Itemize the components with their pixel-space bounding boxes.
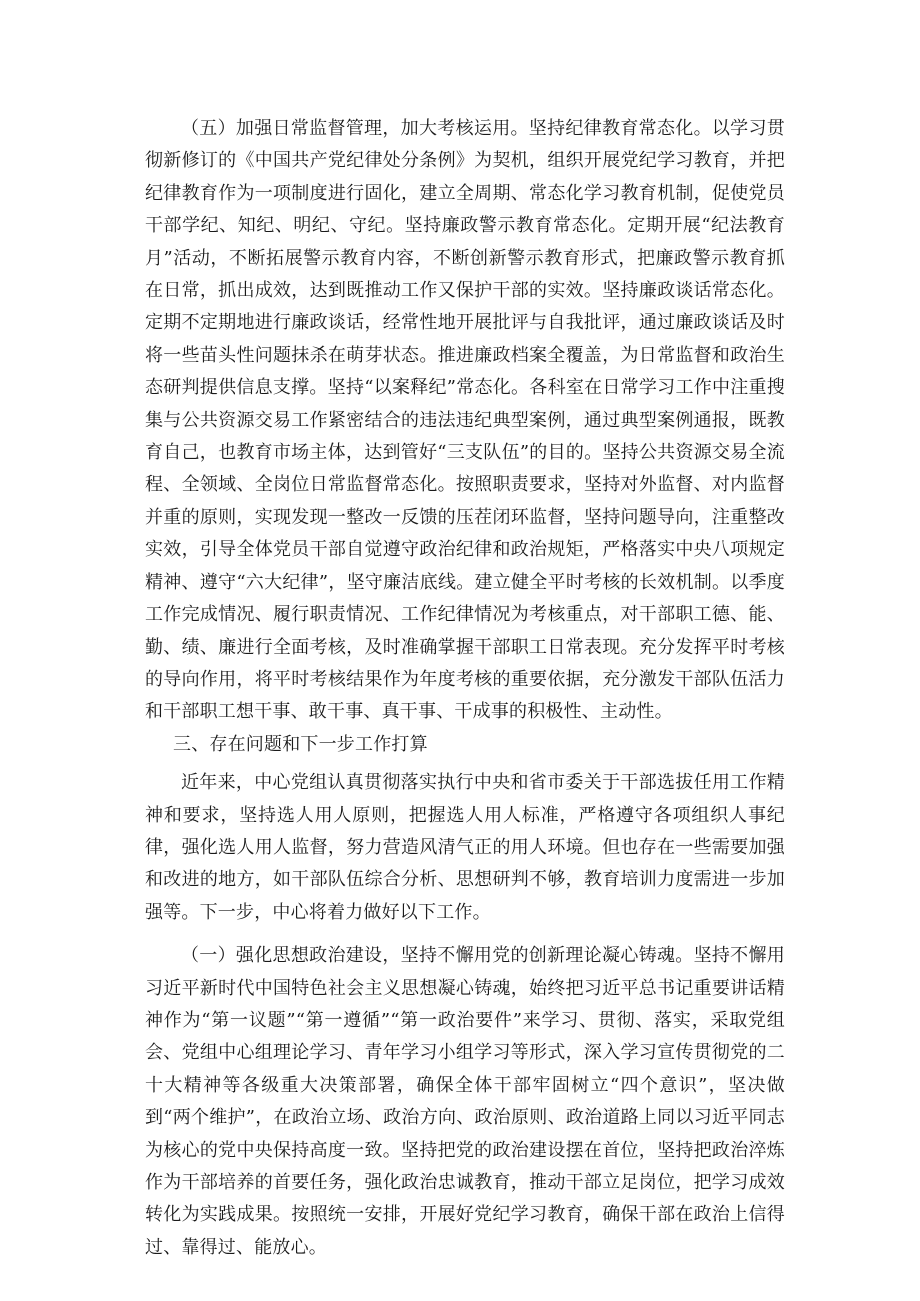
paragraph-political-building: （一）强化思想政治建设，坚持不懈用党的创新理论凝心铸魂。坚持不懈用习近平新时代中国特色社会主义思想凝心铸魂，始终把习近平总书记重要讲话精神作为“第一议题”“第一遵循”“第一政治要件”来学习、贯彻、落实，采取党组会、党组中心组理论学习、青年学习小组学习等形式，深入学习宣传贯彻党的二十大精神等各级重大决策部署，确保全体干部牢固树立“四个意识”，坚决做到“两个维护”，在政治立场、政治方向、政治原则、政治道路上同以习近平同志为核心的党中央保持高度一致。坚持把党的政治建设摆在首位，坚持把政治淬炼作为干部培养的首要任务，强化政治忠诚教育，推动干部立足岗位，把学习成效转化为实践成果。按照统一安排，开展好党纪学习教育，确保干部在政治上信得过、靠得过、能放心。 [145,945,785,1258]
document-body [145,113,785,1264]
paragraph-supervision: （五）加强日常监督管理，加大考核运用。坚持纪律教育常态化。以学习贯彻新修订的《中国共产党纪律处分条例》为契机，组织开展党纪学习教育，并把纪律教育作为一项制度进行固化，建立全周期、常态化学习教育机制，促使党员干部学纪、知纪、明纪、守纪。坚持廉政警示教育常态化。定期开展“纪法教育月”活动，不断拓展警示教育内容，不断创新警示教育形式，把廉政警示教育抓在日常，抓出成效，达到既推动工作又保护干部的实效。坚持廉政谈话常态化。定期不定期地进行廉政谈话，经常性地开展批评与自我批评，通过廉政谈话及时将一些苗头性问题抹杀在萌芽状态。推进廉政档案全覆盖，为日常监督和政治生态研判提供信息支撑。坚持“以案释纪”常态化。各科室在日常学习工作中注重搜集与公共资源交易工作紧密结合的违法违纪典型案例，通过典型案例通报，既教育自己，也教育市场主体，达到管好“三支队伍”的目的。坚持公共资源交易全流程、全领域、全岗位日常监督常态化。按照职责要求，坚持对外监督、对内监督并重的原则，实现发现一整改一反馈的压茬闭环监督，坚持问题导向，注重整改实效，引导全体党员干部自觉遵守政治纪律和政治规矩，严格落实中央八项规定精神、遵守“六大纪律”，坚守廉洁底线。建立健全平时考核的长效机制。以季度工作完成情况、履行职责情况、工作纪律情况为考核重点，对干部职工德、能、勤、绩、廉进行全面考核，及时准确掌握干部职工日常表现。充分发挥平时考核的导向作用，将平时考核结果作为年度考核的重要依据，充分激发干部队伍活力和干部职工想干事、敢干事、真干事、干成事的积极性、主动性。 [145,118,785,723]
section-heading-problems-and-plans: 三、存在问题和下一步工作打算 [173,733,428,755]
paragraph-overview: 近年来，中心党组认真贯彻落实执行中央和省市委关于干部选拔任用工作精神和要求，坚持选人用人原则，把握选人用人标准，严格遵守各项组织人事纪律，强化选人用人监督，努力营造风清气正的用人环境。但也存在一些需要加强和改进的地方，如干部队伍综合分析、思想研判不够，教育培训力度需进一步加强等。下一步，中心将着力做好以下工作。 [145,772,785,923]
